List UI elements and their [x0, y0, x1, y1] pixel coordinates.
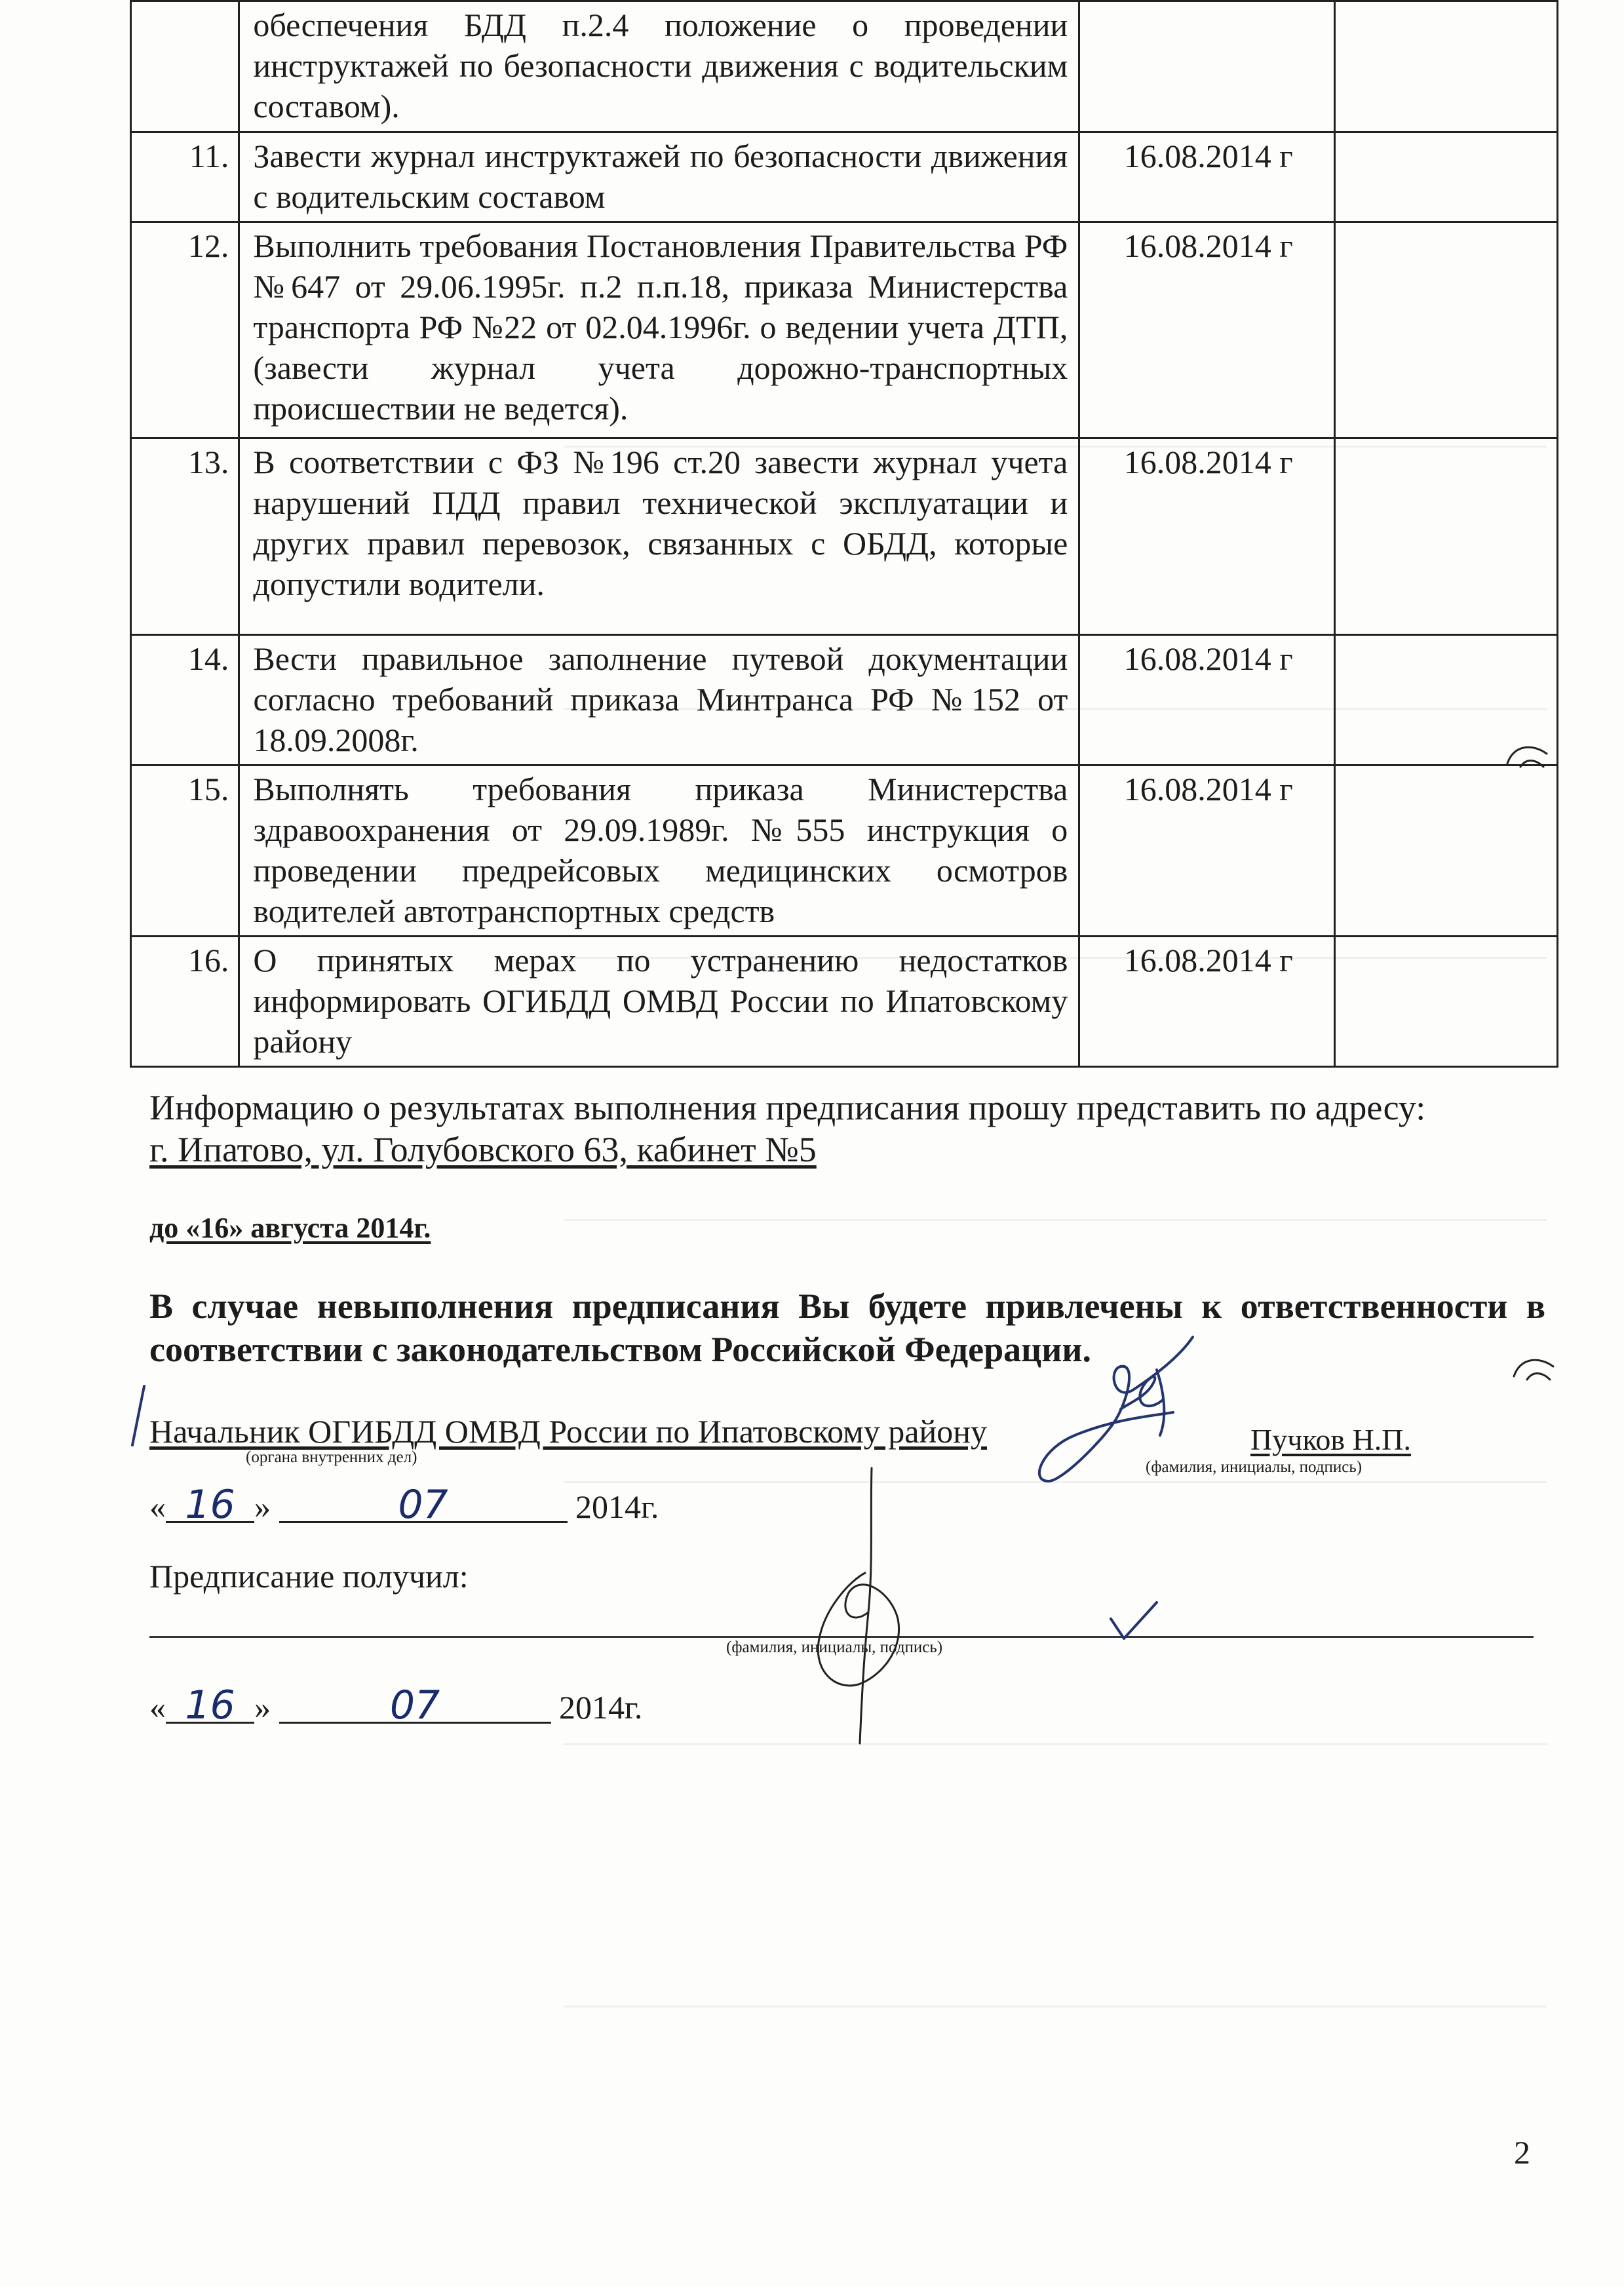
due-date — [1079, 1, 1335, 132]
requirement-text: Выполнить требования Постановления Правительства РФ №647 от 29.06.1995г. п.2 п.п.18, приказа Министерства транспорта РФ №22 от 02.04.1996г. о ведении учета ДТП, (завести журнал учета дорожно-транспортных происшествии не ведется). — [239, 222, 1079, 438]
table-row — [131, 937, 1558, 1067]
due-date: 16.08.2014 г — [1079, 438, 1335, 635]
completion-mark — [1335, 438, 1558, 635]
requirement-text: Завести журнал инструктажей по безопасности движения с водительским составом — [239, 132, 1079, 222]
receipt-date-month: 07 — [279, 1689, 551, 1724]
receipt-date-line — [149, 1682, 643, 1728]
page-number: 2 — [1514, 2134, 1530, 2171]
row-number: 12. — [131, 222, 239, 438]
row-number: 13. — [131, 438, 239, 635]
received-signature-line — [149, 1636, 1534, 1638]
table-row — [131, 765, 1558, 937]
recipient-signature-icon — [800, 1462, 944, 1750]
issue-date-month: 07 — [279, 1488, 568, 1523]
completion-mark — [1335, 1, 1558, 132]
completion-mark — [1335, 937, 1558, 1067]
table-row — [131, 635, 1558, 765]
row-number: 11. — [131, 132, 239, 222]
requirement-text: О принятых мерах по устранению недостатков информировать ОГИБДД ОМВД России по Ипатовскому району — [239, 937, 1079, 1067]
table-row — [131, 132, 1558, 222]
row-number: 15. — [131, 765, 239, 937]
row-number: 16. — [131, 937, 239, 1067]
handwritten-mark-icon — [125, 1383, 151, 1448]
chief-name-caption: (фамилия, инициалы, подпись) — [1146, 1458, 1363, 1476]
requirement-text: В соответствии с ФЗ №196 ст.20 завести журнал учета нарушений ПДД правил технической эксплуатации и других правил перевозок, связанных с ОБДД, которые допустили водители. — [239, 438, 1079, 635]
due-date: 16.08.2014 г — [1079, 635, 1335, 765]
quote-open: « — [149, 1488, 166, 1525]
issue-date-day: 16 — [166, 1488, 254, 1523]
chief-name: Пучков Н.П. — [1250, 1423, 1412, 1456]
check-mark-icon — [1108, 1599, 1160, 1645]
requirement-text: обеспечения БДД п.2.4 положение о проведении инструктажей по безопасности движения с водительским составом). — [239, 1, 1079, 132]
quote-open: « — [149, 1689, 166, 1726]
issue-date-line — [149, 1482, 659, 1528]
table-row — [131, 222, 1558, 438]
completion-mark — [1335, 222, 1558, 438]
requirement-text: Выполнять требования приказа Министерства здравоохранения от 29.09.1989г. №555 инструкция о проведении предрейсовых медицинских осмотров водителей автотранспортных средств — [239, 765, 1079, 937]
table-row — [131, 1, 1558, 132]
requirements-table — [130, 0, 1558, 1068]
receipt-date-year: 2014г. — [559, 1689, 643, 1726]
row-number — [131, 1, 239, 132]
chief-position: Начальник ОГИБДД ОМВД России по Ипатовскому району — [149, 1413, 987, 1450]
receipt-date-day: 16 — [166, 1689, 254, 1724]
quote-close: » — [254, 1689, 271, 1726]
quote-close: » — [254, 1488, 271, 1525]
due-date: 16.08.2014 г — [1079, 937, 1335, 1067]
due-date: 16.08.2014 г — [1079, 132, 1335, 222]
table-row — [131, 438, 1558, 635]
chief-position-caption: (органа внутренних дел) — [246, 1448, 417, 1466]
row-number: 14. — [131, 635, 239, 765]
completion-mark — [1335, 132, 1558, 222]
requirement-text: Вести правильное заполнение путевой документации согласно требований приказа Минтранса РФ №152 от 18.09.2008г. — [239, 635, 1079, 765]
info-request-text: Информацию о результатах выполнения предписания прошу представить по адресу: — [149, 1088, 1426, 1127]
due-date: 16.08.2014 г — [1079, 222, 1335, 438]
issue-date-year: 2014г. — [575, 1488, 659, 1525]
received-caption: (фамилия, инициалы, подпись) — [726, 1638, 943, 1656]
liability-warning: В случае невыполнения предписания Вы будете привлечены к ответственности в соответствии с законодательством Российской Федерации. — [149, 1287, 1545, 1369]
completion-mark — [1335, 765, 1558, 937]
received-label: Предписание получил: — [149, 1558, 469, 1595]
completion-mark — [1335, 635, 1558, 765]
address-text: г. Ипатово, ул. Голубовского 63, кабинет №5 — [149, 1130, 817, 1169]
deadline-text: до «16» августа 2014г. — [149, 1212, 431, 1244]
due-date: 16.08.2014 г — [1079, 765, 1335, 937]
